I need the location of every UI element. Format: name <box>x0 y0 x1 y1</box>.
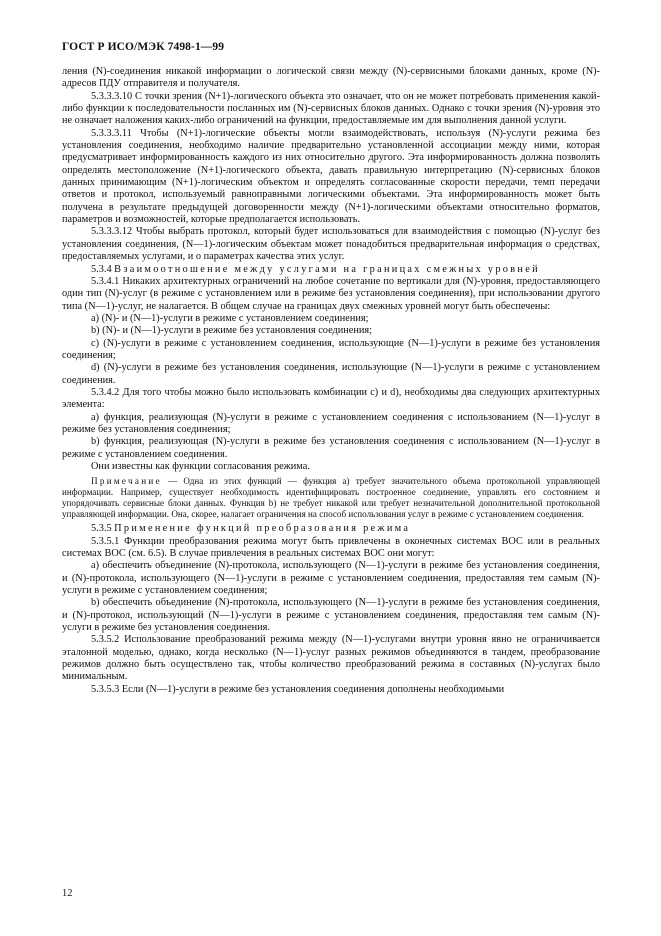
list-item: a) обеспечить объединение (N)-протокола, использующего (N—1)-услуги в режиме без установления соединения, и (N)-протокола, использующего (N—1)-услуги в режиме с установлением соединения, предоставляя тем самым (N)-услуги в режиме с установлением соединения; <box>62 560 600 597</box>
section-heading-5-3-4 <box>62 264 600 276</box>
section-heading-5-3-5 <box>62 523 600 535</box>
paragraph-5-3-3-3-10: 5.3.3.3.10 С точки зрения (N+1)-логического объекта это означает, что он не может потребовать применения какой-либо функции к последовательности посланных им (N)-сервисных блоков данных. Однако с точки зрения (N)-уровня это не означает наложения каких-либо ограничений на функции, предоставляемые им для выполнения данной услуги. <box>62 90 600 127</box>
list-item: b) функция, реализующая (N)-услуги в режиме без установления соединения с использованием (N—1)-услуг в режиме с установлением соединения. <box>62 436 600 460</box>
note-block <box>62 476 600 520</box>
section-title: Применение функций преобразования режима <box>114 523 411 535</box>
list-item: d) (N)-услуги в режиме без установления соединения, использующие (N—1)-услуги в режиме с установлением соединения. <box>62 362 600 386</box>
section-title: Взаимоотношение между услугами на границах смежных уровней <box>114 263 540 275</box>
list-item: b) обеспечить объединение (N)-протокола, использующего (N—1)-услуги в режиме без установления соединения, и (N)-протокол, использующий (N—1)-услуги в режиме с установлением соединения, предоставляя тем самым (N)-услуги в режиме без установления соединения. <box>62 597 600 634</box>
document-page <box>62 41 600 696</box>
paragraph-5-3-5-3: 5.3.5.3 Если (N—1)-услуги в режиме без установления соединения дополнены необходимыми <box>91 683 505 695</box>
page-number: 12 <box>62 888 73 899</box>
paragraph-5-3-4-1: 5.3.4.1 Никаких архитектурных ограничений на любое сочетание по вертикали для (N)-уровня, предоставляющего один тип (N)-услуг (в режиме с установлением или в режиме без установления соединения), при использовании другого типа (N—1)-услуг, не налагается. В общем случае на границах двух смежных уровней могут быть обеспечены: <box>62 275 600 312</box>
paragraph-known-as: Они известны как функции согласования режима. <box>91 461 310 472</box>
paragraph-5-3-5-2: 5.3.5.2 Использование преобразований режима между (N—1)-услугами внутри уровня явно не ограничивается эталонной моделью, однако, когда несколько (N—1)-услуг разных режимов объединяются в тандем, преобразование режимов должно быть осуществлено так, чтобы количество преобразований режима в составных (N)-услугах было минимальным. <box>62 634 600 683</box>
section-number: 5.3.4 <box>91 263 112 275</box>
paragraph-continuation: ления (N)-соединения никакой информации о логической связи между (N)-сервисными блоками данных, кроме (N)-адресов ПДУ отправителя и получателя. <box>62 66 600 90</box>
note-label: Примечание <box>91 476 162 487</box>
paragraph-5-3-3-3-12: 5.3.3.3.12 Чтобы выбрать протокол, который будет использоваться для взаимодействия с помощью (N)-услуг без установления соединения, (N—1)-логическим объектам может понадобиться предварительная информация о средствах, предоставляемых услугами, и о параметрах качества этих услуг. <box>62 226 600 263</box>
paragraph-5-3-4-2: 5.3.4.2 Для того чтобы можно было использовать комбинации с) и d), необходимы два следующих архитектурных элемента: <box>62 386 600 411</box>
list-item: a) (N)- и (N—1)-услуги в режиме с установлением соединения; <box>91 312 369 324</box>
paragraph-5-3-5-1: 5.3.5.1 Функции преобразования режима могут быть привлечены в оконечных системах ВОС или в реальных системах ВОС (см. 6.5). В случае привлечения в реальных системах ВОС они могут: <box>62 535 600 560</box>
note-text: — Одна из этих функций — функция а) требует значительного объема протокольной управляющей информации. Например, существует необходимость идентифицировать построенное соединение, управлять его состоянием и упорядочивать сервисные блоки данных. Функция b) не требует никакой или требует незначительной дополнительной протокольной управляющей информации. Она, скорее, налагает ограничения на способ использования услуг в режиме с установлением соединения. <box>62 476 600 520</box>
list-item: a) функция, реализующая (N)-услуги в режиме с установлением соединения с использованием (N—1)-услуг в режиме без установления соединения; <box>62 411 600 435</box>
list-item: b) (N)- и (N—1)-услуги в режиме без установления соединения; <box>91 325 372 337</box>
list-item: c) (N)-услуги в режиме с установлением соединения, использующие (N—1)-услуги в режиме без установления соединения; <box>62 337 600 361</box>
paragraph-5-3-3-3-11: 5.3.3.3.11 Чтобы (N+1)-логические объекты могли взаимодействовать, используя (N)-услуги режима без установления соединения, необходимо наличие предварительно установленной ассоциации между ними, которая предусматривает информированность каждого из них относительно другого. Эта информированность должна позволять определять местоположение (N+1)-логического объекта, давать правильную интерпретацию (N)-сервисных блоков данных принимающим (N+1)-логическим объектом и определять согласованные скорости передачи, темп передачи ответов и протокол, используемый равноправными логическими объектами. Эта информированность может быть получена в результате предыдущей договоренности между (N+1)-логическими объектами относительно форматов, параметров и возможностей, которые предполагается использовать. <box>62 127 600 226</box>
section-number: 5.3.5 <box>91 523 112 535</box>
document-header: ГОСТ Р ИСО/МЭК 7498-1—99 <box>62 41 225 53</box>
